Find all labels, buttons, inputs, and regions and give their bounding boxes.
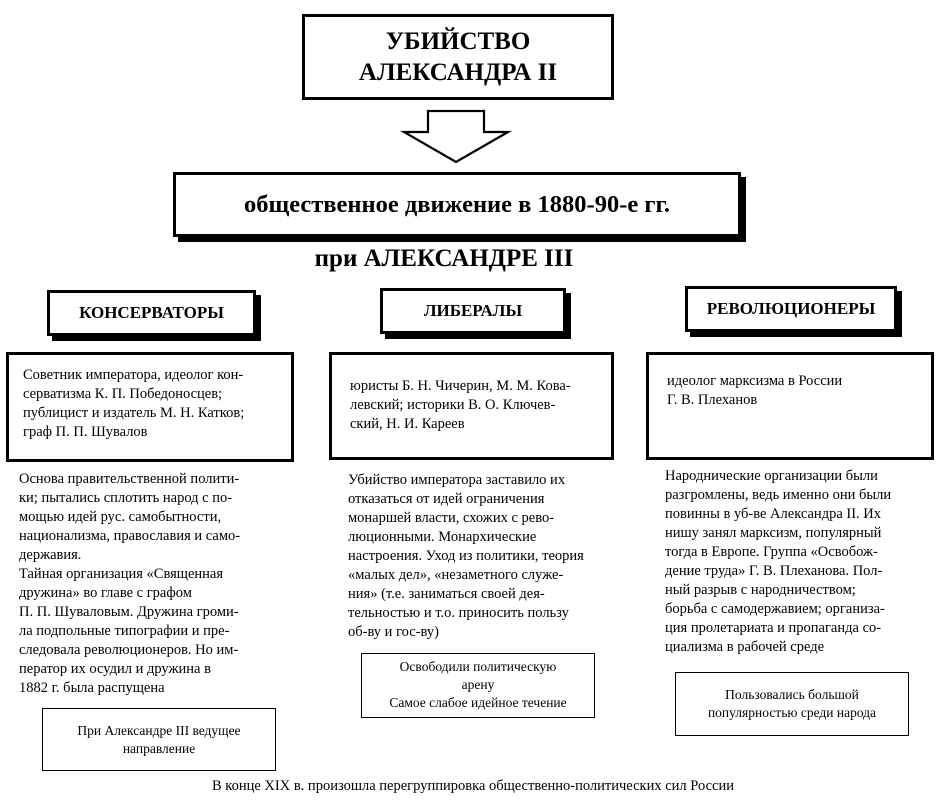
revolutionaries-members: идеолог марксизма в России Г. В. Плеханов: [646, 352, 934, 460]
title-line-2: АЛЕКСАНДРА II: [358, 59, 558, 86]
footer-text: В конце XIX в. произошла перегруппировка общественно-политических сил России: [212, 778, 734, 794]
conservatives-header: КОНСЕРВАТОРЫ: [47, 290, 256, 336]
subtitle-text: общественное движение в 1880-90-е гг.: [244, 190, 670, 218]
liberals-header: ЛИБЕРАЛЫ: [380, 288, 566, 334]
liberals-description: Убийство императора заставило их отказаться от идей ограничения монаршей власти, схожих с рево- люционными. Монархические настроения. Уход из политики, теория «малых дел», «незаметного служе- ния» (т.е. заниматься своей дея- тельностью и т.о. приносить пользу об-ву и гос-ву): [348, 472, 584, 640]
liberals-result: Освободили политическую арену Самое слабое идейное течение: [361, 653, 595, 718]
down-arrow-icon: [398, 108, 514, 166]
conservatives-members: Советник императора, идеолог кон- серватизма К. П. Победоносцев; публицист и издатель М. Н. Катков; граф П. П. Шувалов: [6, 352, 294, 462]
conservatives-description: Основа правительственной полити- ки; пытались сплотить народ с по- мощью идей рус. самобытности, национализма, православия и само- державия. Тайная организация «Священная дружина» во главе с графом П. П. Шуваловым. Дружина громи- ла подпольные типографии и пре- следовала революционеров. Но им- ператор их осудил и дружина в 1882 г. была распущена: [19, 471, 241, 696]
subtitle-2: при АЛЕКСАНДРЕ III: [314, 245, 574, 272]
conservatives-result: При Александре III ведущее направление: [42, 708, 276, 771]
revolutionaries-result: Пользовались большой популярностью среди народа: [675, 672, 909, 736]
subtitle-box: [173, 172, 741, 237]
liberals-members: юристы Б. Н. Чичерин, М. М. Кова- левский; историки В. О. Ключев- ский, Н. И. Кареев: [329, 352, 614, 460]
title-box: [302, 14, 614, 100]
revolutionaries-header: РЕВОЛЮЦИОНЕРЫ: [685, 286, 897, 332]
revolutionaries-description: Народнические организации были разгромлены, ведь именно они были повинны в уб-ве Александра II. Их нишу занял марксизм, популярный тогда в Европе. Группа «Освобож- дение труда» Г. В. Плеханова. Пол- ный разрыв с народничеством; борьба с самодержавием; организа- ция пролетариата и пропаганда со- циализма в рабочей среде: [665, 468, 892, 655]
title-line-1: УБИЙСТВО: [385, 28, 531, 55]
